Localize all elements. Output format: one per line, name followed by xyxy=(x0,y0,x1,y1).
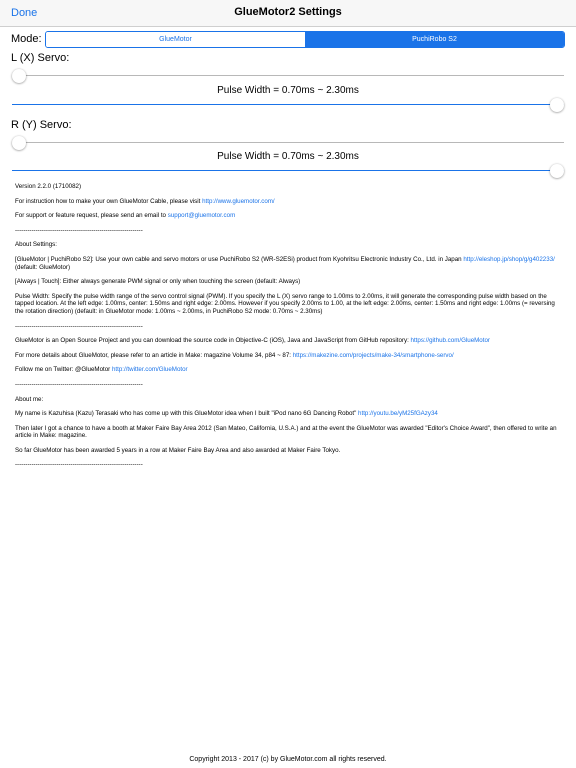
mode-label: Mode: xyxy=(11,33,42,45)
settings-mode-text: [GlueMotor | PuchiRobo S2]: Use your own cable and servo motors or use PuchiRobo S2 (WR-S2ESi) product from Kyohritsu Electronic Industry Co., Ltd. in Japan xyxy=(15,255,464,263)
always-touch-text: [Always | Touch]: Either always generate PWM signal or only when touching the screen (default: Always) xyxy=(15,278,301,286)
mode-option-gluemotor[interactable]: GlueMotor xyxy=(46,32,305,47)
maker-faire-text: Then later I got a chance to have a booth at Maker Faire Bay Area 2012 (San Mateo, California, U.S.A.) and at the event the GlueMotor was awarded "Editor's Choice Award", then offered to write an article in Make: magazine. xyxy=(15,424,557,440)
divider: -------------------------------------------------------------- xyxy=(15,380,143,388)
about-settings-heading: About Settings: xyxy=(15,241,57,249)
info-text-view xyxy=(15,183,563,476)
instruction-paragraph xyxy=(15,198,563,206)
mode-segmented-control xyxy=(45,31,565,48)
r-servo-max-slider[interactable] xyxy=(12,164,564,178)
support-text: For support or feature request, please send an email to xyxy=(15,212,168,220)
slider-thumb[interactable] xyxy=(12,69,26,83)
mode-option-puchirobo[interactable]: PuchiRobo S2 xyxy=(305,32,564,47)
slider-thumb[interactable] xyxy=(550,164,564,178)
slider-track xyxy=(12,75,564,76)
github-link[interactable]: https://github.com/GlueMotor xyxy=(410,337,490,345)
r-servo-min-slider[interactable] xyxy=(12,136,564,150)
l-servo-pulse-width-label: Pulse Width = 0.70ms ~ 2.30ms xyxy=(217,85,359,96)
gluemotor-website-link[interactable]: http://www.gluemotor.com/ xyxy=(202,197,275,205)
twitter-text: Follow me on Twitter: @GlueMotor xyxy=(15,366,112,374)
eleshop-link[interactable]: http://eleshop.jp/shop/g/g402233/ xyxy=(463,255,555,263)
l-servo-label: L (X) Servo: xyxy=(11,52,70,64)
slider-track xyxy=(12,104,564,105)
l-servo-min-slider[interactable] xyxy=(12,69,564,83)
support-email-link[interactable]: support@gluemotor.com xyxy=(167,212,236,220)
divider: -------------------------------------------------------------- xyxy=(15,461,143,469)
r-servo-pulse-width-label: Pulse Width = 0.70ms ~ 2.30ms xyxy=(217,151,359,162)
navigation-bar xyxy=(0,0,576,27)
done-button[interactable]: Done xyxy=(11,7,38,19)
settings-mode-suffix: (default: GlueMotor) xyxy=(15,263,71,271)
open-source-paragraph xyxy=(15,337,563,345)
youtube-link[interactable]: http://youtu.be/yM25fGAzy34 xyxy=(358,410,438,418)
support-paragraph xyxy=(15,212,563,220)
about-me-paragraph xyxy=(15,410,563,418)
makezine-link[interactable]: https://makezine.com/projects/make-34/smartphone-servo/ xyxy=(292,351,454,359)
twitter-link[interactable]: http://twitter.com/GlueMotor xyxy=(111,366,188,374)
divider: -------------------------------------------------------------- xyxy=(15,322,143,330)
slider-track xyxy=(12,142,564,143)
settings-mode-paragraph xyxy=(15,256,563,271)
awards-text: So far GlueMotor has been awarded 5 years in a row at Maker Faire Bay Area and also awarded at Maker Faire Tokyo. xyxy=(15,446,341,454)
twitter-paragraph xyxy=(15,366,563,374)
divider: -------------------------------------------------------------- xyxy=(15,226,143,234)
slider-thumb[interactable] xyxy=(550,98,564,112)
make-text: For more details about GlueMotor, please refer to an article in Make: magazine Volume 34, p84 ~ 87: xyxy=(15,351,293,359)
make-paragraph xyxy=(15,352,563,360)
about-me-heading: About me: xyxy=(15,395,44,403)
open-source-text: GlueMotor is an Open Source Project and you can download the source code in Objective-C (iOS), Java and JavaScript from GitHub repository: xyxy=(15,337,411,345)
pulse-width-text: Pulse Width: Specify the pulse width range of the servo control signal (PWM). If you specify the L (X) servo range to 1.00ms to 2.00ms, it will generate the corresponding pulse width based on the tapped location. At the left edge: 1.00ms, center: 1.50ms and right edge: 2.00ms. However if you specify 2.00ms to 1.00, at the left edge: 2.00ms, center: 1.50ms and right edge: 1.00ms (= reversing the rotation direction) (default: in GlueMotor mode: 1.00ms ~ 2.00ms, in PuchiRobo S2 mode: 0.70ms ~ 2.30ms) xyxy=(15,292,555,315)
version-text: Version 2.2.0 (1710082) xyxy=(15,183,82,190)
about-me-text: My name is Kazuhisa (Kazu) Terasaki who has come up with this GlueMotor idea when I built "iPod nano 6G Dancing Robot" xyxy=(15,410,359,418)
l-servo-max-slider[interactable] xyxy=(12,98,564,112)
page-title: GlueMotor2 Settings xyxy=(234,6,342,18)
copyright-footer: Copyright 2013 - 2017 (c) by GlueMotor.com all rights reserved. xyxy=(189,756,387,763)
instruction-text: For instruction how to make your own GlueMotor Cable, please visit xyxy=(15,197,203,205)
slider-track xyxy=(12,170,564,171)
r-servo-label: R (Y) Servo: xyxy=(11,119,72,131)
slider-thumb[interactable] xyxy=(12,136,26,150)
